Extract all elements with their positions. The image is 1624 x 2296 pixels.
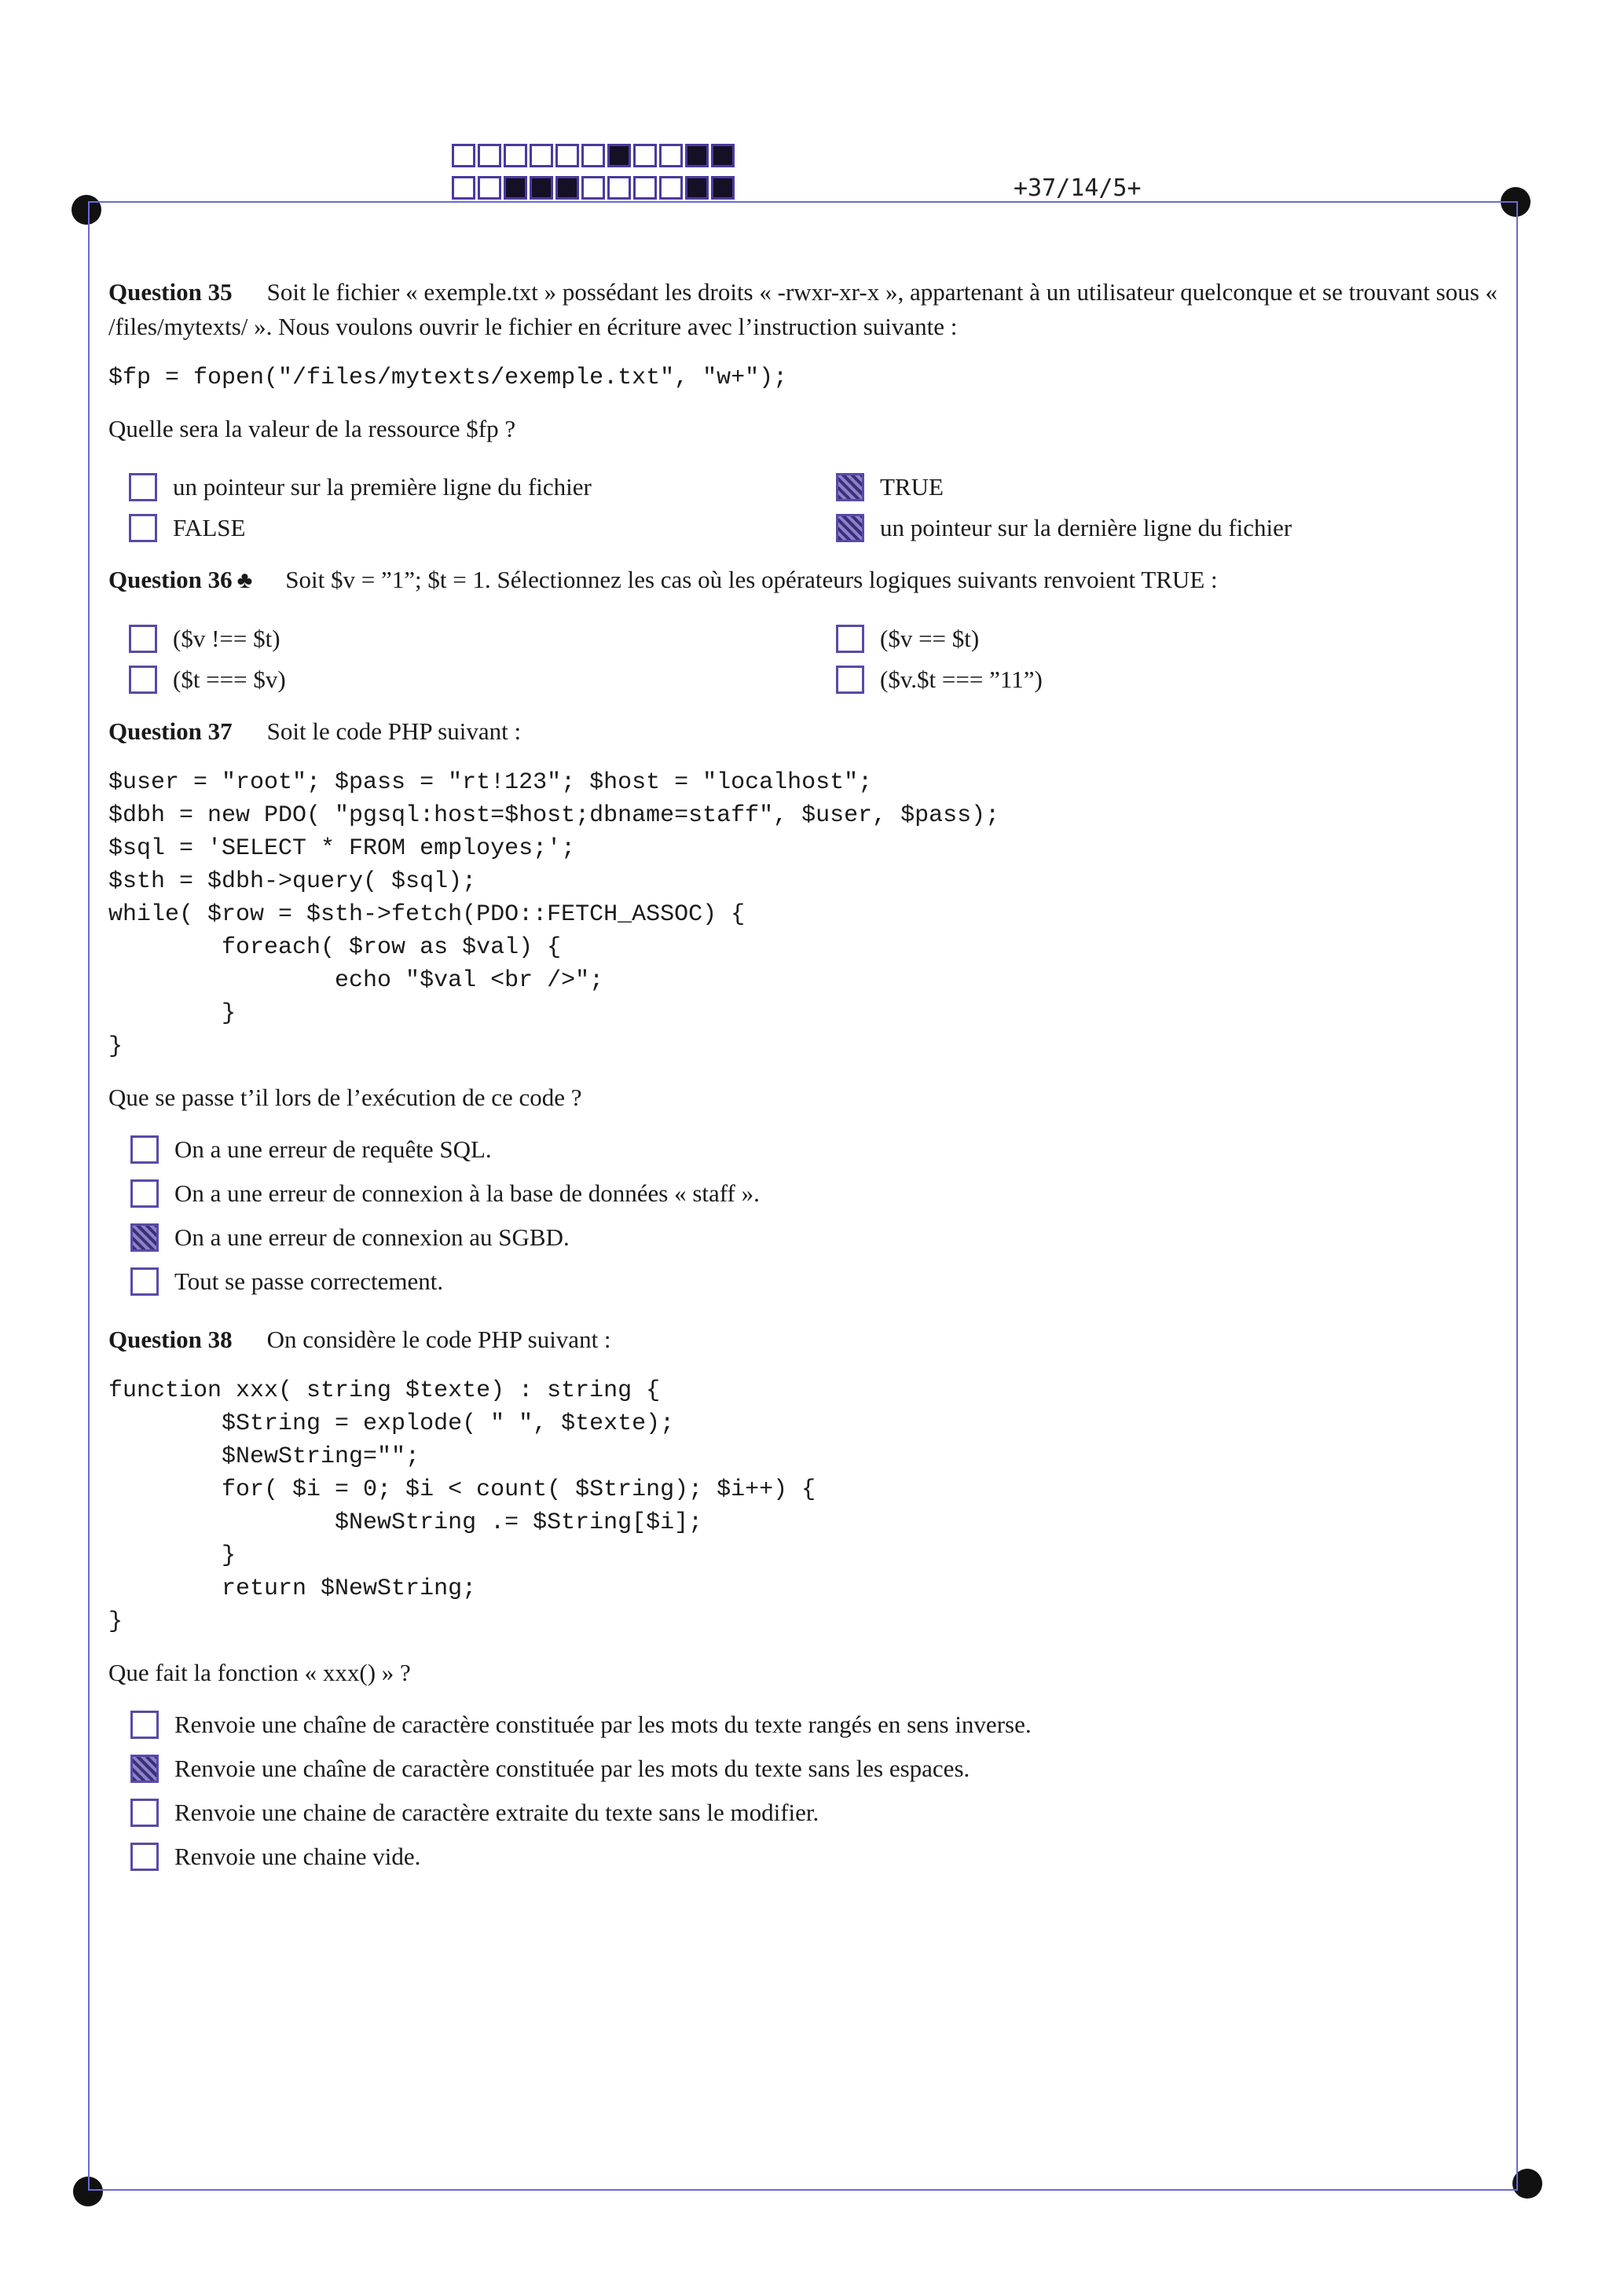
checkbox[interactable] — [836, 514, 864, 542]
question-37-text: Soit le code PHP suivant : — [266, 717, 522, 745]
question-35 — [108, 275, 1499, 545]
checkbox[interactable] — [130, 1179, 159, 1208]
barcode-cell — [607, 144, 631, 167]
question-37-answers — [130, 1132, 1499, 1299]
question-38-prompt: Que fait la fonction « xxx() » ? — [108, 1659, 411, 1686]
checkbox[interactable] — [836, 625, 864, 653]
barcode-cell — [530, 176, 553, 200]
barcode-cell — [581, 176, 605, 200]
barcode-cell — [633, 176, 657, 200]
answer-label: ($v.$t === ”11”) — [880, 666, 1043, 693]
barcode-cell — [581, 144, 605, 167]
barcode-row-2 — [452, 176, 737, 200]
answer-label: ($t === $v) — [173, 666, 286, 693]
barcode-cell — [659, 144, 683, 167]
question-37-code: $user = "root"; $pass = "rt!123"; $host = "localhost"; $dbh = new PDO( "pgsql:host=$host;dbname=staff", $user, $pass); $sql = 'SELECT * FROM employes;'; $sth = $dbh->query( $sql); while( $row = $sth->fetch(PDO::FETCH_ASSOC) { foreach( $row as $val) { echo "$val <br />"; } } — [108, 769, 1000, 1060]
question-36-number: Question 36 — [108, 566, 233, 593]
barcode-cell — [555, 144, 579, 167]
question-36-statement — [108, 563, 1499, 598]
checkbox[interactable] — [130, 1843, 159, 1871]
checkbox[interactable] — [130, 1799, 159, 1827]
answer-option[interactable] — [130, 1264, 1499, 1299]
question-36-text: Soit $v = ”1”; $t = 1. Sélectionnez les cas où les opérateurs logiques suivants renvoient TRUE : — [285, 566, 1218, 593]
checkbox[interactable] — [130, 1267, 159, 1296]
question-35-prompt: Quelle sera la valeur de la ressource $fp ? — [108, 415, 516, 442]
answer-label: Tout se passe correctement. — [174, 1267, 444, 1295]
question-37 — [108, 714, 1499, 1299]
checkbox[interactable] — [836, 473, 864, 501]
question-37-statement — [108, 714, 1499, 749]
sheet-id: +37/14/5+ — [1014, 174, 1142, 202]
answer-label: Renvoie une chaîne de caractère constituée par les mots du texte rangés en sens inverse. — [174, 1711, 1032, 1738]
question-37-number: Question 37 — [108, 717, 233, 745]
barcode-cell — [555, 176, 579, 200]
multiple-answer-icon: ♣ — [236, 567, 253, 593]
answer-option[interactable] — [130, 1795, 1499, 1830]
answer-option[interactable] — [130, 1176, 1499, 1211]
answer-option[interactable] — [130, 1220, 1499, 1255]
checkbox[interactable] — [130, 1135, 159, 1164]
barcode-cell — [452, 144, 475, 167]
answer-label: On a une erreur de requête SQL. — [174, 1135, 492, 1163]
answer-option[interactable] — [129, 622, 836, 656]
answer-label: ($v == $t) — [880, 625, 980, 652]
question-38-statement — [108, 1322, 1499, 1357]
page-content — [108, 275, 1499, 1874]
question-36 — [108, 563, 1499, 697]
question-38-code: function xxx( string $texte) : string { $String = explode( " ", $texte); $NewString=""; for( $i = 0; $i < count( $String); $i++) { $NewString .= $String[$i]; } return $NewString; } — [108, 1377, 816, 1635]
answer-label: TRUE — [880, 473, 944, 501]
barcode-cell — [478, 144, 501, 167]
answer-option[interactable] — [129, 662, 836, 697]
barcode-cell — [711, 176, 735, 200]
barcode-row-1 — [452, 144, 737, 167]
question-38-answers — [130, 1707, 1499, 1874]
question-38-text: On considère le code PHP suivant : — [266, 1326, 611, 1353]
answer-label: un pointeur sur la première ligne du fichier — [173, 473, 592, 501]
barcode-cell — [607, 176, 631, 200]
checkbox[interactable] — [836, 666, 864, 694]
barcode-cell — [504, 176, 527, 200]
answer-label: Renvoie une chaine de caractère extraite du texte sans le modifier. — [174, 1799, 819, 1826]
checkbox[interactable] — [129, 473, 157, 501]
answer-label: Renvoie une chaîne de caractère constituée par les mots du texte sans les espaces. — [174, 1755, 970, 1782]
barcode-cell — [711, 144, 735, 167]
answer-label: FALSE — [173, 514, 246, 541]
answer-option[interactable] — [129, 470, 836, 504]
checkbox[interactable] — [129, 666, 157, 694]
answer-option[interactable] — [836, 662, 1520, 697]
checkbox[interactable] — [130, 1755, 159, 1783]
question-35-number: Question 35 — [108, 278, 233, 306]
question-38 — [108, 1322, 1499, 1874]
question-36-answers — [129, 622, 1499, 697]
answer-option[interactable] — [130, 1132, 1499, 1167]
barcode-cell — [685, 176, 709, 200]
answer-option[interactable] — [130, 1751, 1499, 1786]
barcode-cell — [685, 144, 709, 167]
answer-option[interactable] — [130, 1707, 1499, 1742]
barcode-cell — [504, 144, 527, 167]
answer-option[interactable] — [836, 511, 1520, 545]
answer-option[interactable] — [129, 511, 836, 545]
answer-option[interactable] — [836, 470, 1520, 504]
answer-label: Renvoie une chaine vide. — [174, 1843, 421, 1870]
checkbox[interactable] — [129, 625, 157, 653]
question-35-code: $fp = fopen("/files/mytexts/exemple.txt", "w+"); — [108, 365, 788, 391]
checkbox[interactable] — [130, 1711, 159, 1739]
checkbox[interactable] — [130, 1223, 159, 1252]
answer-option[interactable] — [836, 622, 1520, 656]
answer-label: On a une erreur de connexion à la base de données « staff ». — [174, 1179, 760, 1207]
answer-label: un pointeur sur la dernière ligne du fichier — [880, 514, 1292, 541]
answer-label: On a une erreur de connexion au SGBD. — [174, 1223, 570, 1251]
answer-option[interactable] — [130, 1839, 1499, 1874]
answer-label: ($v !== $t) — [173, 625, 280, 652]
question-37-prompt: Que se passe t’il lors de l’exécution de ce code ? — [108, 1084, 582, 1111]
checkbox[interactable] — [129, 514, 157, 542]
question-35-statement — [108, 275, 1499, 344]
question-35-answers — [129, 470, 1499, 545]
barcode-cell — [633, 144, 657, 167]
question-38-number: Question 38 — [108, 1326, 233, 1353]
barcode-cell — [452, 176, 475, 200]
barcode-cell — [659, 176, 683, 200]
barcode-cell — [530, 144, 553, 167]
barcode-cell — [478, 176, 501, 200]
question-35-text: Soit le fichier « exemple.txt » possédant les droits « -rwxr-xr-x », appartenant à un utilisateur quelconque et se trouvant sous « /files/mytexts/ ». Nous voulons ouvrir le fichier en écriture avec l’instruction suivante : — [108, 278, 1498, 340]
